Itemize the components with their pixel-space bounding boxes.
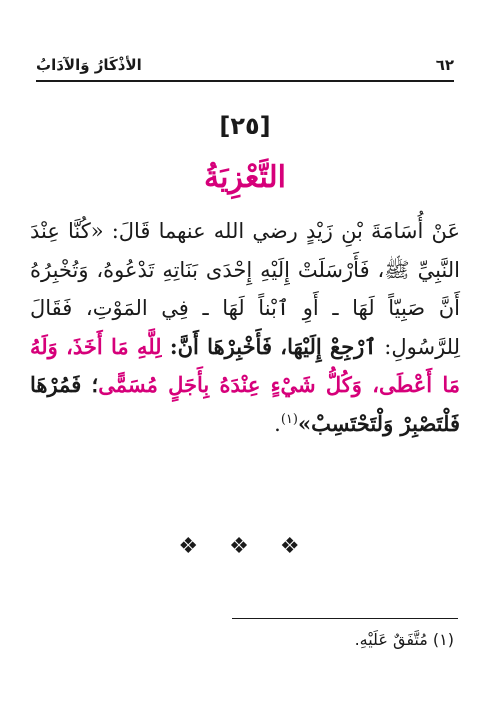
chapter-title: التَّعْزِيَةُ bbox=[204, 160, 286, 195]
hadith-ending: ؛ فَمُرْهَا فَلْتَصْبِرْ وَلْتَحْتَسِبْ» bbox=[30, 372, 460, 436]
footnote: (١) مُتَّفَقٌ عَلَيْهِ. bbox=[354, 630, 454, 649]
book-title: الأذْكَارُ وَالآدَابُ bbox=[36, 56, 142, 74]
page-number: ٦٢ bbox=[435, 56, 454, 74]
hadith-text bbox=[30, 212, 460, 443]
footnote-divider bbox=[232, 618, 458, 619]
hadith-instruction: ٱرْجِعْ إِلَيْهَا، فَأَخْبِرْهَا أَنَّ: bbox=[161, 333, 377, 359]
footnote-reference: (١) bbox=[280, 411, 298, 427]
header-divider bbox=[36, 80, 454, 82]
section-ornament: ❖ ❖ ❖ bbox=[178, 534, 312, 559]
hadith-narration: عَنْ أُسَامَةَ بْنِ زَيْدٍ رضي الله عنهما قَالَ: «كُنَّا عِنْدَ النَّبِيِّ ﷺ، فَأَرْسَلَتْ إِلَيْهِ إِحْدَى بَنَاتِهِ تَدْعُوهُ، وَتُخْبِرُهُ أَنَّ صَبِيّاً لَهَا ـ أَوِ ٱبْناً لَهَا ـ فِي المَوْتِ، فَقَالَ لِلرَّسُولِ: bbox=[30, 219, 461, 359]
closing-period: . bbox=[274, 411, 281, 436]
hadith-highlight: لِلَّهِ مَا أَخَذَ، وَلَهُ مَا أَعْطَى، وَكُلُّ شَيْءٍ عِنْدَهُ بِأَجَلٍ مُسَمًّى bbox=[30, 333, 460, 397]
chapter-number: [٢٥] bbox=[219, 112, 271, 140]
page-header bbox=[36, 52, 454, 78]
